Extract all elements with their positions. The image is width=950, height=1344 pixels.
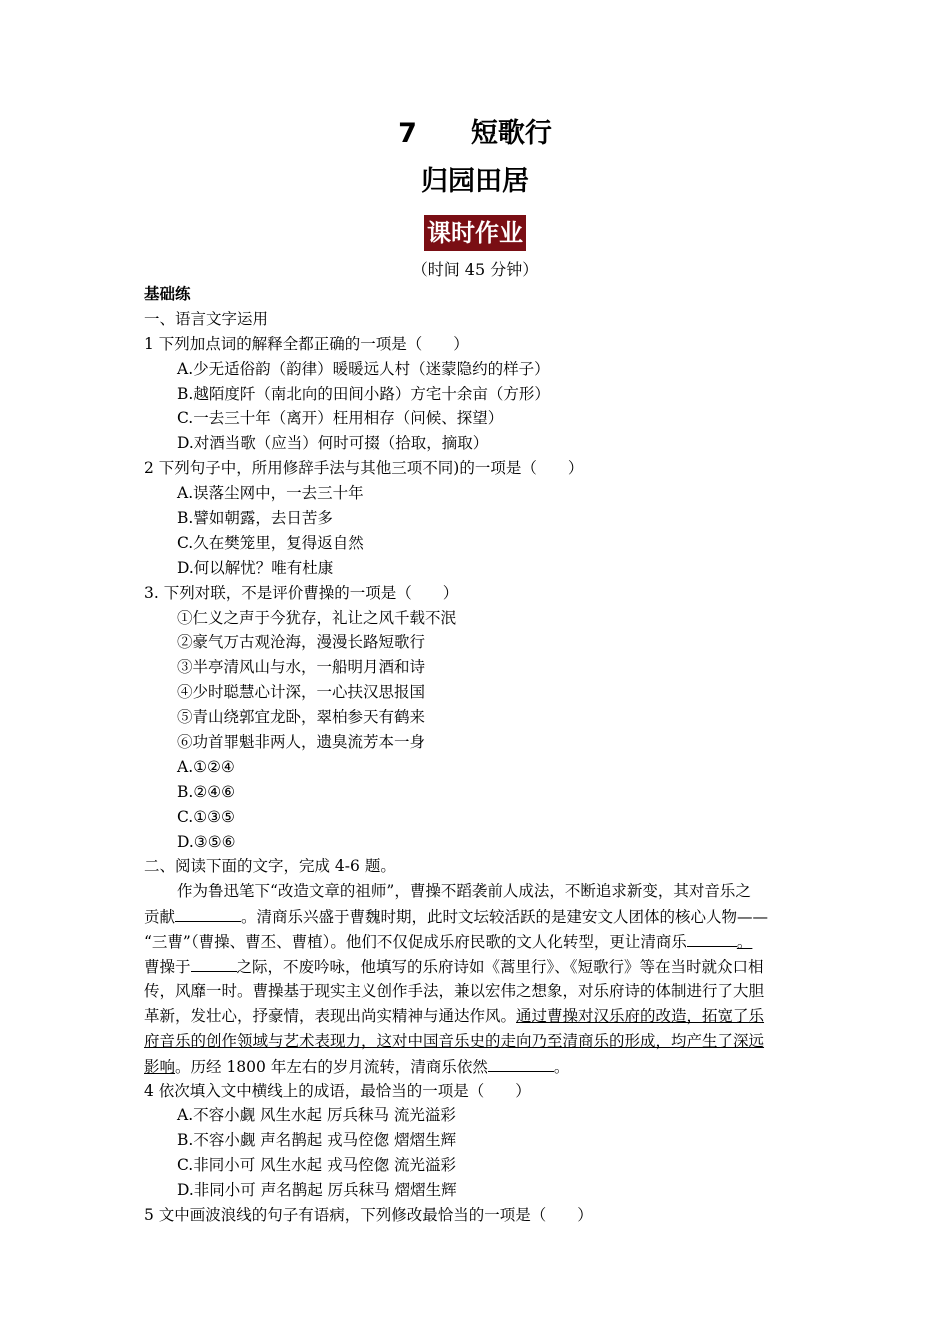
question-2-option-a: A.误落尘网中，一去三十年: [177, 484, 364, 503]
passage-line: [144, 929, 814, 954]
question-3-stem: 3. 下列对联，不是评价曹操的一项是（ ）: [144, 583, 459, 602]
question-2-option-d: D.何以解忧？唯有杜康: [177, 558, 334, 577]
question-2-option-b: B.譬如朝露，去日苦多: [177, 509, 333, 528]
passage-text: 。: [736, 933, 753, 952]
wavy-sentence: 通过曹操对汉乐府的改造，拓宽了乐: [516, 1006, 765, 1025]
question-4-option-c: C.非同小可 风生水起 戎马倥偬 流光溢彩: [177, 1156, 457, 1175]
wavy-sentence: 影响: [144, 1057, 176, 1076]
question-1-stem: 1 下列加点词的解释全都正确的一项是（ ）: [144, 334, 469, 353]
passage-text: 。: [553, 1057, 570, 1076]
passage-text: 革新，发壮心，抒豪情，表现出尚实精神与通达作风。: [144, 1006, 517, 1025]
homework-banner: 课时作业: [424, 215, 526, 251]
lesson-number: 7: [398, 118, 417, 149]
question-3-option-c: C.①③⑤: [177, 807, 235, 826]
passage-text: “三曹”（曹操、曹丕、曹植）。他们不仅促成乐府民歌的文人化转型，更让清商乐: [144, 933, 687, 952]
question-2-option-c: C.久在樊笼里，复得返自然: [177, 533, 364, 552]
question-4-option-b: B.不容小觑 声名鹊起 戎马倥偬 熠熠生辉: [177, 1131, 457, 1150]
passage-line: 作为鲁迅笔下“改造文章的祖师”，曹操不蹈袭前人成法，不断追求新变，其对音乐之: [177, 882, 751, 901]
question-1-option-c: C.一去三十年（离开）枉用相存（问候、探望）: [177, 409, 504, 428]
passage-text: 曹操于: [144, 958, 191, 977]
part-heading: 一、语言文字运用: [144, 309, 269, 328]
question-5-stem: 5 文中画波浪线的句子有语病，下列修改最恰当的一项是（ ）: [144, 1205, 593, 1224]
passage-text: 之际，不废吟咏，他填写的乐府诗如《蒿里行》、《短歌行》等在当时就众口相: [236, 958, 764, 977]
passage-line: 传，风靡一时。曹操基于现实主义创作手法，兼以宏伟之想象，对乐府诗的体制进行了大胆: [144, 981, 765, 1000]
part-heading: 二、阅读下面的文字，完成 4-6 题。: [144, 857, 396, 876]
fill-blank-2: [687, 929, 737, 947]
question-4-stem: 4 依次填入文中横线上的成语，最恰当的一项是（ ）: [144, 1081, 531, 1100]
passage-text: 。清商乐兴盛于曹魏时期，此时文坛较活跃的是建安文人团体的核心人物——: [241, 908, 769, 927]
couplet-item: ②豪气万古观沧海，漫漫长路短歌行: [177, 633, 426, 652]
passage-line: [144, 1004, 814, 1029]
content-body: [144, 282, 814, 1228]
passage-line: [144, 1029, 814, 1054]
passage-text: 贡献: [144, 908, 176, 927]
couplet-item: ⑤青山绕郭宜龙卧，翠柏参天有鹤来: [177, 708, 426, 727]
passage-line: [144, 904, 814, 929]
fill-blank-4: [488, 1054, 554, 1072]
wavy-sentence: ，这对中国音乐史的走向乃至清商乐的形成，均产生了深远: [361, 1031, 765, 1050]
question-3-option-b: B.②④⑥: [177, 782, 236, 801]
passage-text: 。历经 1800 年左右的岁月流转，清商乐依然: [175, 1057, 488, 1076]
lesson-title-text: 短歌行: [470, 118, 552, 149]
time-note: （时间 45 分钟）: [411, 260, 539, 279]
question-1-option-d: D.对酒当歌（应当）何时可掇（拾取，摘取）: [177, 434, 489, 453]
wavy-sentence: 府音乐的创作领域与艺术表现力: [144, 1031, 362, 1050]
couplet-item: ④少时聪慧心计深，一心扶汉思报国: [177, 683, 426, 702]
couplet-item: ①仁义之声于今犹存，礼让之风千载不泯: [177, 608, 457, 627]
passage-line: [144, 954, 814, 979]
question-4-option-d: D.非同小可 声名鹊起 厉兵秣马 熠熠生辉: [177, 1181, 457, 1200]
couplet-item: ⑥功首罪魁非两人，遗臭流芳本一身: [177, 733, 426, 752]
fill-blank-3: [191, 954, 237, 972]
question-3-option-d: D.③⑤⑥: [177, 832, 236, 851]
question-4-option-a: A.不容小觑 风生水起 厉兵秣马 流光溢彩: [177, 1106, 456, 1125]
question-2-stem: 2 下列句子中，所用修辞手法与其他三项不同)的一项是（ ）: [144, 459, 584, 478]
section-heading: 基础练: [144, 285, 191, 303]
couplet-item: ③半亭清风山与水，一船明月酒和诗: [177, 658, 426, 677]
lesson-subtitle: 归园田居: [421, 166, 529, 197]
fill-blank-1: [175, 904, 241, 922]
question-1-option-b: B.越陌度阡（南北向的田间小路）方宅十余亩（方形）: [177, 384, 550, 403]
passage-line: [144, 1054, 814, 1079]
lesson-title: [0, 114, 950, 154]
question-1-option-a: A.少无适俗韵（韵律）暖暖远人村（迷蒙隐约的样子）: [177, 359, 550, 378]
question-3-option-a: A.①②④: [177, 757, 235, 776]
